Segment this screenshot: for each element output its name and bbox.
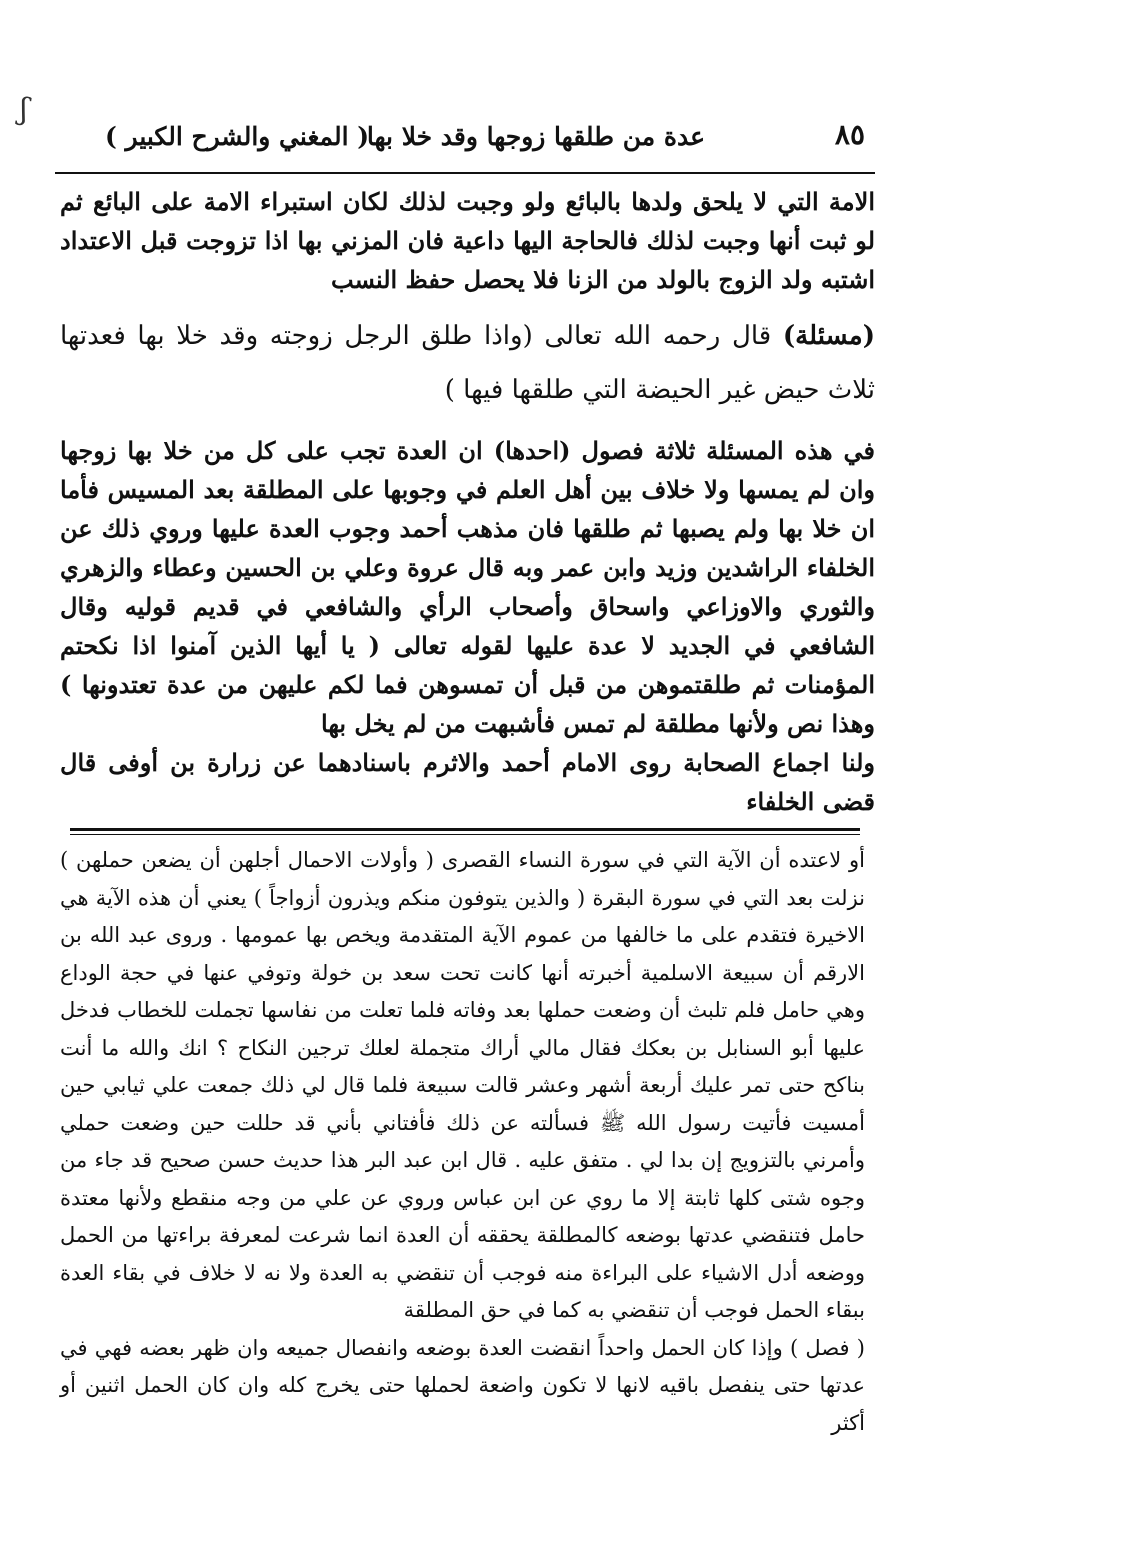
page-header bbox=[105, 118, 865, 166]
margin-pen-mark: ʃ bbox=[17, 91, 31, 128]
main-opening-paragraph: الامة التي لا يلحق ولدها بالبائع ولو وجبت لذلك لكان استبراء الامة على البائع ثم لو ثبت أنها وجبت لذلك فالحاجة اليها داعية فان المزني بها اذا تزوجت قبل الاعتداد اشتبه ولد الزوج بالولد من الزنا فلا يحصل حفظ النسب bbox=[60, 187, 875, 294]
issue-paragraph bbox=[60, 309, 875, 417]
page-number: ٨٥ bbox=[834, 118, 865, 151]
main-paragraph-2: ولنا اجماع الصحابة روى الامام أحمد والاثرم باسنادهما عن زرارة بن أوفى قال قضى الخلفاء bbox=[60, 748, 875, 816]
footnote-divider bbox=[70, 828, 860, 831]
running-chapter-title: عدة من طلقها زوجها وقد خلا بها bbox=[366, 122, 705, 151]
running-book-title: ( المغني والشرح الكبير ) bbox=[105, 122, 370, 151]
footnote-paragraph-2: ( فصل ) وإذا كان الحمل واحداً انقضت العدة بوضعه وانفصال جميعه وان ظهر بعضه فهي في عدتها حتى ينفصل باقيه لانها لا تكون واضعة لحملها حتى يخرج كله وان كان الحمل اثنين أو أكثر bbox=[60, 1335, 865, 1435]
main-text-body bbox=[60, 182, 875, 821]
issue-text: قال رحمه الله تعالى (واذا طلق الرجل زوجته وقد خلا بها فعدتها ثلاث حيض غير الحيضة التي طلقها فيها ) bbox=[60, 321, 875, 405]
issue-label: (مسئلة) bbox=[782, 321, 875, 351]
footnote-text-body bbox=[60, 842, 865, 1442]
footnote-divider-thin bbox=[70, 834, 860, 835]
footnote-paragraph-1: أو لاعتده أن الآية التي في سورة النساء القصرى ( وأولات الاحمال أجلهن أن يضعن حملهن ) نزلت بعد التي في سورة البقرة ( والذين يتوفون منكم ويذرون أزواجاً ) يعني أن هذه الآية هي الاخيرة فتقدم على ما خالفها من عموم الآية المتقدمة ويخص بها عمومها . وروى عبد الله بن الارقم أن سبيعة الاسلمية أخبرته أنها كانت تحت سعد بن خولة وتوفي عنها في حجة الوداع وهي حامل فلم تلبث أن وضعت حملها بعد وفاته فلما تعلت من نفاسها تجملت للخطاب فدخل عليها أبو السنابل بن بعكك فقال مالي أراك متجملة لعلك ترجين النكاح ؟ انك والله ما أنت بناكح حتى تمر عليك أربعة أشهر وعشر قالت سبيعة فلما قال لي ذلك جمعت علي ثيابي حين أمسيت فأتيت رسول الله ﷺ فسألته عن ذلك فأفتاني بأني قد حللت حين وضعت حملي وأمرني بالتزويج إن بدا لي . متفق عليه . قال ابن عبد البر هذا حديث حسن صحيح قد جاء من وجوه شتى كلها ثابتة إلا ما روي عن ابن عباس وروي عن علي من وجه منقطع ولأنها معتدة حامل فتنقضي عدتها بوضعه كالمطلقة يحققه أن العدة انما شرعت لمعرفة براءتها من الحمل ووضعه أدل الاشياء على البراءة منه فوجب أن تنقضي به العدة ولا نه لا خلاف في بقاء العدة ببقاء الحمل فوجب أن تنقضي به كما في حق المطلقة bbox=[60, 848, 865, 1322]
header-divider bbox=[55, 172, 875, 174]
main-paragraph-1: في هذه المسئلة ثلاثة فصول (احدها) ان العدة تجب على كل من خلا بها زوجها وان لم يمسها ولا خلاف بين أهل العلم في وجوبها على المطلقة بعد المسيس فأما ان خلا بها ولم يصبها ثم طلقها فان مذهب أحمد وجوب العدة عليها وروي ذلك عن الخلفاء الراشدين وزيد وابن عمر وبه قال عروة وعلي بن الحسين وعطاء والزهري والثوري والاوزاعي واسحاق وأصحاب الرأي والشافعي في قديم قوليه وقال الشافعي في الجديد لا عدة عليها لقوله تعالى ( يا أيها الذين آمنوا اذا نكحتم المؤمنات ثم طلقتموهن من قبل أن تمسوهن فما لكم عليهن من عدة تعتدونها ) وهذا نص ولأنها مطلقة لم تمس فأشبهت من لم يخل بها bbox=[60, 436, 875, 738]
